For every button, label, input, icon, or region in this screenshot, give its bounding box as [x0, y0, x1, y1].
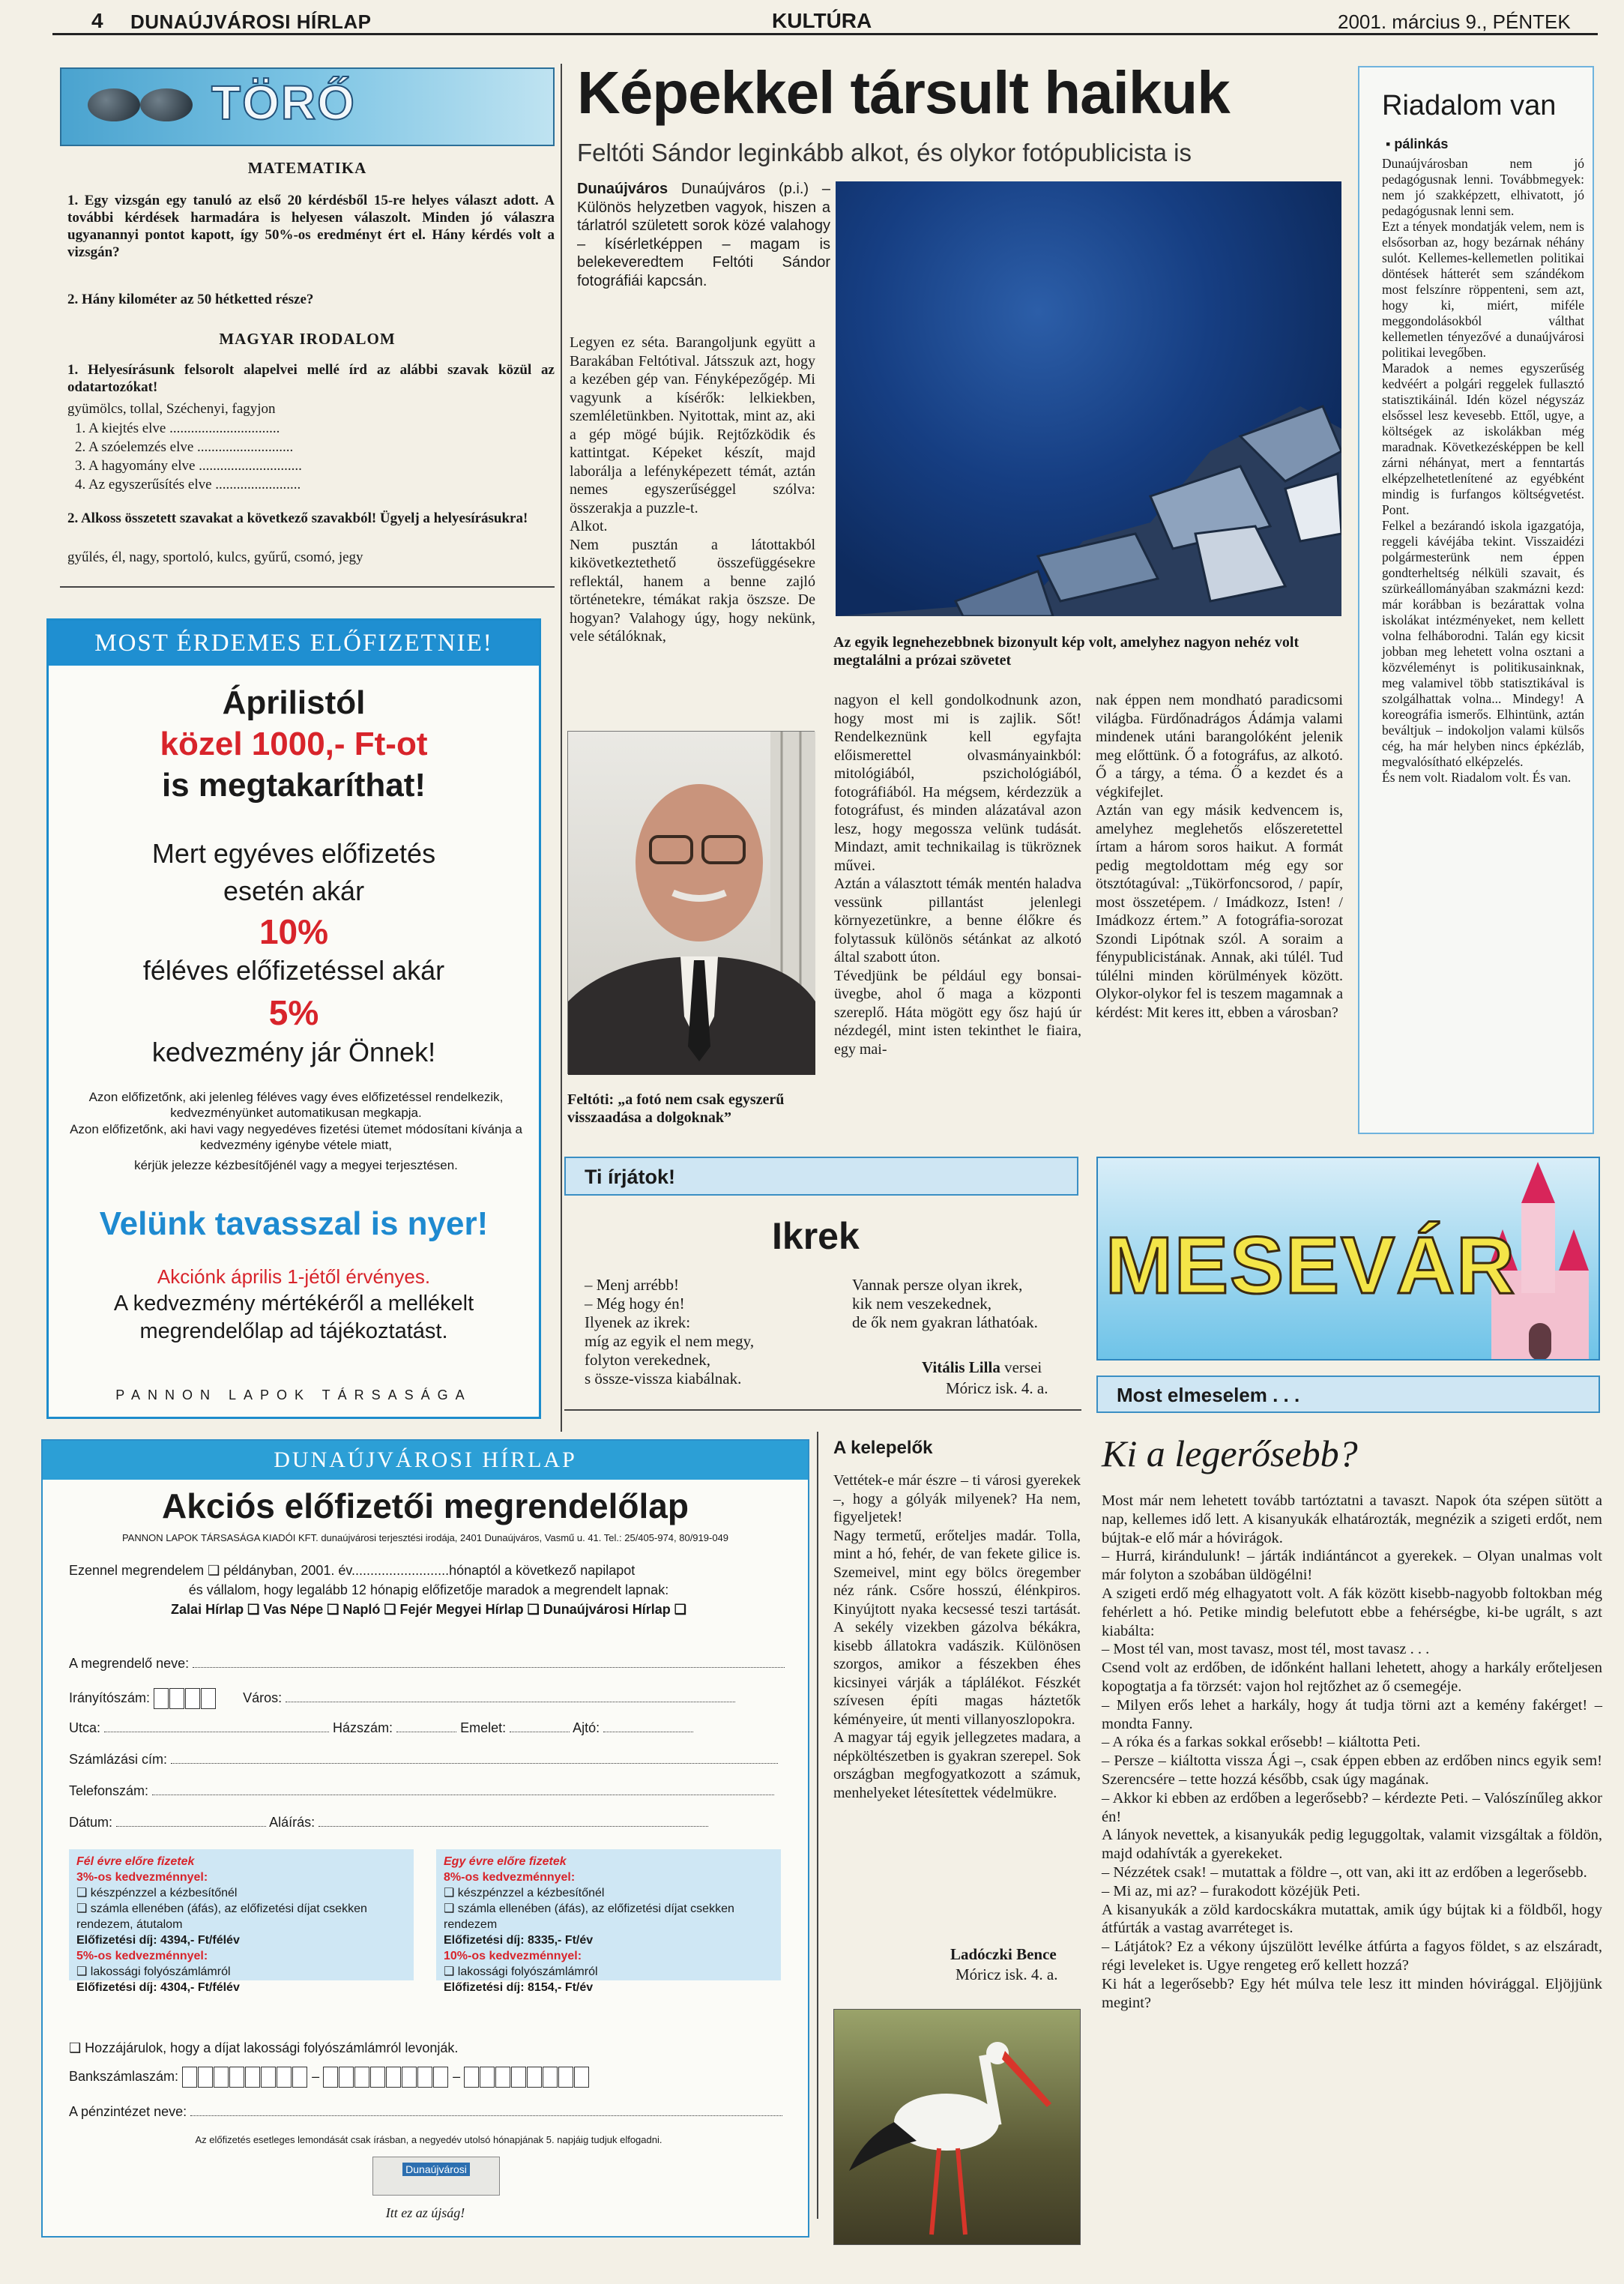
form-bank-name-row	[69, 2104, 788, 2120]
zip-field[interactable]	[154, 1690, 217, 1705]
form-bill-row	[69, 1752, 788, 1768]
door-label: Ajtó:	[573, 1720, 600, 1735]
literature-heading: MAGYAR IRODALOM	[219, 330, 396, 348]
bank-name-label: A pénzintézet neve:	[69, 2104, 187, 2119]
bank-name-field[interactable]	[190, 2115, 782, 2116]
divider	[60, 586, 555, 588]
stone-icon	[140, 88, 193, 121]
bill-field[interactable]	[171, 1763, 778, 1764]
water-photo-stones	[836, 181, 1341, 616]
half-year-fee-1: Előfizetési díj: 4394,- Ft/félév	[76, 1934, 240, 1947]
poem-left: – Menj arrébb! – Még hogy én! Ilyenek az ikrek: míg az egyik el nem megy, folyton verekednek, s össze-vissza kiabálnak.	[585, 1276, 755, 1387]
stamp-label: Dunaújvárosi	[402, 2163, 470, 2176]
date-field[interactable]	[116, 1826, 266, 1827]
ad-small-1: Azon előfizetőnk, aki jelenleg féléves vagy éves előfizetéssel rendelkezik, kedvezményünket automatikusan megkapja.	[88, 1090, 504, 1120]
column-rule	[817, 1432, 818, 2219]
form-title: Akciós előfizetői megrendelőlap	[162, 1486, 689, 1525]
riadalom-box	[1358, 66, 1594, 1134]
article-subtitle: Feltóti Sándor leginkább alkot, és olykor fotópublicista is	[577, 139, 1192, 166]
mesevar-section-bar	[1096, 1375, 1600, 1413]
full-year-fee-2: Előfizetési díj: 8154,- Ft/év	[444, 1981, 594, 1994]
math-heading: MATEMATIKA	[247, 159, 367, 177]
zip-label: Irányítószám:	[69, 1690, 151, 1705]
portrait-caption: Feltóti: „a fotó nem csak egyszerű visszaadása a dolgoknak”	[567, 1091, 785, 1126]
ad-info-2: megrendelőlap ad tájékoztatást.	[139, 1319, 448, 1343]
form-address-row	[69, 1720, 788, 1736]
full-year-option-3[interactable]: ❑ lakossági folyószámlámról	[444, 1965, 598, 1978]
ad-banner: MOST ÉRDEMES ELŐFIZETNIE!	[49, 621, 539, 666]
half-year-fee-2: Előfizetési díj: 4304,- Ft/félév	[76, 1981, 240, 1994]
full-year-fee-1: Előfizetési díj: 8335,- Ft/év	[444, 1934, 594, 1947]
form-zip-row	[69, 1688, 788, 1709]
kelepelok-school: Móricz isk. 4. a.	[956, 1965, 1058, 1983]
ad-line-3: is megtakaríthat!	[161, 767, 426, 804]
form-papers[interactable]: Zalai Hírlap ❑ Vas Népe ❑ Napló ❑ Fejér Megyei Hírlap ❑ Dunaújvárosi Hírlap ❑	[171, 1602, 686, 1617]
math-question-2: 2. Hány kilométer az 50 hétketted része?	[67, 292, 314, 307]
kelepelok-author: Ladóczki Bence	[950, 1945, 1057, 1963]
poem-title: Ikrek	[772, 1215, 860, 1257]
photo-caption: Az egyik legnehezebbnek bizonyult kép volt, amelyhez nagyon nehéz volt megtalálni a prózai szövetet	[833, 634, 1299, 669]
form-order-line-1: Ezennel megrendelem ❑ példányban, 2001. év..........................hónaptól a következő napilapot	[69, 1563, 636, 1578]
riadalom-body: Dunaújvárosban nem jó pedagógusnak lenni. Továbbmegyek: nem jó szakképzett, elhivatott, jó pedagógusnak lenni sem. Ezt a tények mondatják velem, nem is elsősorban az, hogy bezárnak néhány sulót. Kellemes-kellemetlen politikai döntések hátterét sem szándékom most felszínre röppenteni, sem azt, hogy ki, miért, miféle meggondolásokból válthat kellemetlen tényezővé a dunaújvárosi politikai levegőben. Maradok a nemes egyszerűség kedvéért a polgári reggelek fullasztó statisztikáinál. Idén közel négyszáz elsőssel lesz kevesebb. Ettől, ugye, a költségek az iskolákban még maradnak. Következésképpen be kell zárni néhányat, mert a fenntartás elképzelhetetlenítené az egyébként mindig is furfangos költségvetést. Pont. Felkel a bezárandó iskola igazgatója, reggeli kávéjába tekint. Visszaidézi polgármesterünk nem éppen gondterheltség nélküli szavait, és szürkeállományában szakmázni kezd: már korábban is bezárattak volna iskolákat intézményeket, nem kellett volna felháborodni. Talán egy kicsit jobban meg lehetett volna osztani a közvéleményt is politikusainknak, meg valamivel több statisztikával is szolgálhattak volna... Mindegy! A koreográfia ismerős. Elhintünk, aztán beváltjuk – indokoljon valami külsős cég, ha már helyben nincs épkézláb, megvalósítható elképzelés. És nem volt. Riadalom volt. És van.	[1382, 156, 1584, 785]
name-label: A megrendelő neve:	[69, 1656, 190, 1671]
ad-line-6: féléves előfizetéssel akár	[142, 955, 445, 986]
header-rule	[52, 33, 1598, 35]
form-date-row	[69, 1815, 788, 1830]
half-year-option-2[interactable]: ❑ számla ellenében (áfás), az előfizetési díjat csekken rendezem, átutalom	[76, 1902, 367, 1931]
mesevar-section-label: Most elmeselem . . .	[1117, 1384, 1300, 1406]
ad-small-3: kérjük jelezze kézbesítőjénél vagy a megyei terjesztésen.	[134, 1158, 458, 1172]
literature-item: 3. A hagyomány elve .............................	[75, 458, 302, 474]
order-form	[41, 1439, 809, 2238]
ad-line-2: közel 1000,- Ft-ot	[160, 726, 428, 762]
full-year-option-2[interactable]: ❑ számla ellenében (áfás), az előfizetési díjat csekken rendezem	[444, 1902, 734, 1931]
bank-label: Bankszámlaszám:	[69, 2068, 179, 2084]
article-column-1: Legyen ez séta. Barangoljunk együtt a Barakában Feltótival. Játsszuk azt, hogy a kezében gép van. Fényképezőgép. Mi vagyunk a kísérők: lelkiekben, szemléletünkben. Nyitottak, mint az, aki a gép mögé bújik. Rejtőzködik és kattintgat. Képeket készít, majd laborálja a lefényképezett témát, aztán nemes egyszerűséggel szólva: összerakja a puzzle-t. Alkot. Nem pusztán a látottakból kikövetkeztethető összefüggésekre reflektál, hanem a benne zajló történetekre, témákat rakja öszsze. De hogyan? Valahogy úgy, hogy nekünk, vele sétálóknak,	[570, 334, 815, 645]
math-question-1: 1. Egy vizsgán egy tanuló az első 20 kérdésből 15-re helyes választ adott. A további kérdések harmadára is helyesen válaszolt. Minden jó válaszra ugyanannyi pontot kapott, így 50%-os eredményt ért el. Hány kérdés volt a vizsgán?	[67, 193, 555, 260]
form-banner: DUNAÚJVÁROSI HÍRLAP	[43, 1441, 808, 1480]
stork-photo	[833, 2009, 1081, 2245]
sign-label: Aláírás:	[269, 1815, 316, 1830]
kelepelok-body: Vettétek-e már észre – ti városi gyerekek –, hogy a gólyák milyenek? Ha nem, figyeljetek! Nagy termetű, erőteljes madár. Tolla, mint a hó, fehér, de van fekete gilice is. Szemeivel, mint egy bölcs öregember néz ránk. Csőre hosszú, élénkpiros. Kinyújtott nyaka kecsessé teszi tartását. A sekély vizekben gázolva békákra, kisebb állatokra vadászik. Különösen szorgos, amikor a fészekben éhes kicsinyei várják a táplálékot. Fészkét szívesen építi magas háztetők kéményeire, út menti villanyoszlopokra. A magyar táj egyik jellegzetes madara, a népköltészetben is gyakran szerepel. Sok országban megfogyatkozott a számuk, menhelyeket létesítettek védelmükre.	[833, 1472, 1081, 1801]
issue-date: 2001. március 9., PÉNTEK	[1338, 10, 1571, 33]
paper-name: DUNAÚJVÁROSI HÍRLAP	[130, 10, 372, 33]
ad-line-5: esetén akár	[223, 876, 365, 906]
full-year-option-1[interactable]: ❑ készpénzzel a kézbesítőnél	[444, 1887, 605, 1899]
literature-item: 1. A kiejtés elve ...............................	[75, 421, 280, 436]
riadalom-byline: ▪ pálinkás	[1386, 136, 1449, 151]
full-year-discount-1: 8%-os kedvezménnyel:	[444, 1871, 576, 1884]
stone-icon	[88, 88, 140, 121]
form-company: PANNON LAPOK TÁRSASÁGA KIADÓI KFT. dunaújvárosi terjesztési irodája, 2401 Dunaújváros, Vasmű u. 41. Tel.: 25/405-974, 80/919-049	[121, 1532, 729, 1543]
street-label: Utca:	[69, 1720, 101, 1735]
page-header	[82, 6, 1596, 34]
ad-info-1: A kedvezmény mértékéről a mellékelt	[113, 1292, 474, 1316]
poem-author: Vitális Lilla	[922, 1358, 1000, 1376]
floor-label: Emelet:	[460, 1720, 507, 1735]
half-year-option-1[interactable]: ❑ készpénzzel a kézbesítőnél	[76, 1887, 238, 1899]
form-consent[interactable]: ❑ Hozzájárulok, hogy a díjat lakossági folyószámlámról levonják.	[69, 2040, 459, 2055]
riadalom-title: Riadalom van	[1382, 90, 1557, 121]
ad-small-2: Azon előfizetőnk, aki havi vagy negyedéves fizetési ütemet módosítani kívánja a kedvezmény igénybe vétele miatt,	[70, 1122, 522, 1152]
poem-right: Vannak persze olyan ikrek, kik nem veszekednek, de ők nem gyakran láthatóak.	[852, 1276, 1038, 1331]
ad-line-7: kedvezmény jár Önnek!	[151, 1037, 436, 1067]
ad-line-1: Áprilistól	[222, 684, 366, 721]
form-name-row	[69, 1656, 788, 1672]
form-footer: Itt ez az újság!	[385, 2205, 465, 2220]
sign-field[interactable]	[319, 1826, 708, 1827]
water-photo	[836, 181, 1341, 616]
kelepelok-title: A kelepelők	[833, 1438, 933, 1458]
section-name: KULTÚRA	[772, 9, 872, 32]
literature-q2-words: gyűlés, él, nagy, sportoló, kulcs, gyűrű, csomó, jegy	[67, 549, 363, 565]
mesevar-banner	[1096, 1157, 1600, 1361]
page-number: 4	[91, 9, 103, 32]
phone-label: Telefonszám:	[69, 1783, 149, 1798]
subscription-ad	[46, 618, 541, 1419]
full-year-heading: Egy évre előre fizetek	[444, 1855, 567, 1868]
half-year-option-3[interactable]: ❑ lakossági folyószámlámról	[76, 1965, 231, 1978]
mesevar-logo: MESEVÁR	[1105, 1220, 1517, 1310]
article-column-3: nak éppen nem mondható paradicsomi világba. Fürdőnadrágos Ádámja valami mindenek utáni barangolóként jelenik meg előttünk. Ő a fotográfus, az alkotó. Ő a tárgy, a téma. Ő a kezdet és a végkifejlet. Aztán van egy másik kedvencem is, amelyhez meglehetős előszeretettel írtam a három soros haikut. A formát pedig megtoldottam még egy sor ötsztótagúval: „Tükörfoncsorod, / papír, most összetépem. / Imádkozz, Isten! / Imádkozz értem.” A fotográfia-sorozat Szondi Lipótnak szól. A soraim a fénypublicistának. Annak, aki túlél. Tud túlélni minden körülmények között. Olykor-olykor fel is teszem magamnak a kérdést: Mit keres itt, ebben a városban?	[1096, 692, 1343, 1021]
half-year-box	[69, 1849, 414, 1994]
house-label: Házszám:	[333, 1720, 393, 1735]
portrait-figure	[568, 732, 815, 1075]
half-year-heading: Fél évre előre fizetek	[76, 1855, 195, 1868]
half-year-discount-1: 3%-os kedvezménnyel:	[76, 1871, 208, 1884]
ad-line-4: Mert egyéves előfizetés	[151, 838, 436, 869]
ad-publisher: PANNON LAPOK TÁRSASÁGA	[115, 1387, 472, 1402]
ad-percent-1: 10%	[259, 912, 329, 951]
article-column-2: nagyon el kell gondolkodnunk azon, hogy most mi is zajlik. Sőt! Rendelkeznünk kell egyfajta előismerettel olvasmányainkból: mitológiából, pszichológiából, fotográfiából. Ha mégsem, kérdezzük a fotográfust, és minden alázatával azon lesz, hogy megossza velünk tudását. Mindazt, amit technikailag is tükröznek művei. Aztán a választott témák mentén haladva vessünk pillantást jelenlegi környezetünkre, a benne élőkre és folytassuk különös sétánkat az alkotó által szabott úton. Tévedjünk be például egy bonsai-üvegbe, ahol ő maga a központi szereplő. Háta mögött egy ősz hajú úr nézdegél, mint isten tekinthet le fiaira, egy mai-	[834, 692, 1081, 1058]
column-rule	[561, 64, 562, 1432]
full-year-box	[436, 1849, 781, 1994]
article-lead: Dunaújváros Dunaújváros (p.i.) – Különös helyzetben vagyok, hiszen a tárlatról született sorok közé valahogy – kísérletképpen – magam is belekeveredtem Feltóti Sándor fotográfiái kapcsán.	[577, 181, 830, 289]
half-year-discount-2: 5%-os kedvezménnyel:	[76, 1950, 208, 1962]
article-lead-text: Dunaújváros (p.i.) – Különös helyzetben vagyok, hiszen a tárlatról született sorok közé valahogy – kísérletképpen – magam is belekeveredtem Feltóti Sándor fotográfiái kapcsán.	[577, 181, 830, 289]
name-field[interactable]	[193, 1667, 785, 1668]
story-title: Ki a legerősebb?	[1102, 1432, 1358, 1474]
form-note: Az előfizetés esetleges lemondását csak írásban, a negyedév utolsó hónapjának 5. napjáig tudjuk elfogadni.	[195, 2134, 662, 2145]
ad-slogan: Velünk tavasszal is nyer!	[99, 1205, 489, 1242]
poem-author-suffix: versei	[1004, 1358, 1042, 1376]
form-phone-row	[69, 1783, 788, 1799]
bank-field[interactable]: – –	[182, 2069, 590, 2084]
ti-irjatok-label: Ti írjátok!	[585, 1166, 676, 1188]
article-title: Képekkel társult haikuk	[577, 59, 1230, 126]
divider	[564, 1409, 1081, 1411]
literature-question-2: 2. Alkoss összetett szavakat a következő szavakból! Ügyelj a helyesírásukra!	[67, 510, 528, 526]
date-label: Dátum:	[69, 1815, 113, 1830]
toro-banner	[60, 67, 555, 146]
form-bank-row	[69, 2067, 788, 2088]
stork-icon	[834, 2010, 1081, 2246]
toro-logo: TÖRŐ	[211, 76, 356, 130]
city-label: Város:	[243, 1690, 283, 1705]
full-year-discount-2: 10%-os kedvezménnyel:	[444, 1950, 582, 1962]
literature-item: 2. A szóelemzés elve ...........................	[75, 439, 294, 455]
ad-action: Akciónk április 1-jétől érvényes.	[157, 1265, 431, 1288]
literature-item: 4. Az egyszerűsítés elve ........................	[75, 477, 301, 492]
portrait-photo	[567, 731, 815, 1074]
poem-school: Móricz isk. 4. a.	[946, 1379, 1048, 1397]
ad-percent-2: 5%	[268, 993, 319, 1032]
poem-author-line	[922, 1358, 1042, 1377]
form-order-line-2: és vállalom, hogy legalább 12 hónapig előfizetője maradok a megrendelt lapnak:	[188, 1582, 669, 1597]
ti-irjatok-bar	[564, 1157, 1078, 1196]
story-body: Most már nem lehetett tovább tartóztatni a tavaszt. Napok óta szépen sütött a nap, kellemes idő lett. A kisanyukák elhatározták, megnézik a szigeti erdőt, nem bújtak-e elő már a hóvirágok. – Hurrá, kirándulunk! – járták indiántáncot a gyerekek. – Olyan unalmas volt már folyton a szobában üldögélni! A szigeti erdő még elhagyatott volt. A fák között kisebb-nagyobb foltokban még fehérlett a hó. Petike mindig belefutott ebbe a fehérségbe, ki-be ugrált, s azt kiabálta: – Most tél van, most tavasz, most tél, most tavasz . . . Csend volt az erdőben, de időnként hallani lehetett, ahogy a harkály erőteljesen kopogtatja a fa törzsét: vajon hol rejtőzhet az ő csemegéje. – Milyen erős lehet a harkály, hogy át tudja törni azt a kemény fakérget! – mondta Fanny. – A róka és a farkas sokkal erősebb! – kiáltotta Peti. – Persze – kiáltotta vissza Ági –, csak éppen ebben az erdőben nincs egyik sem! Szerencsére – tette hozzá később, csak úgy magának. – Akkor ki ebben az erdőben a legerősebb? – kérdezte Peti. – Valószínűleg akkor én! A lányok nevettek, a kisanyukák pedig leguggoltak, valamit vizsgáltak a földön, majd odahívták a gyerekeket. – Nézzétek csak! – mutattak a földre –, ott van, aki itt az erdőben a legerősebb. – Mi az, mi az? – furakodott közéjük Peti. A kisanyukák a zöld kardocskákra mutattak, amik úgy bújtak ki a földből, hogy átfúrták a vastag avarréteget is. – Látjátok? Ez a vékony újszülött levélke átfúrta a fagyos földet, s az elszáradt, régi leveleket is. Ugye rengeteg erő kellett hozzá? Ki hát a legerősebb? Egy hét múlva tele lesz itt minden hóvirággal. Eljöjjünk megint?	[1102, 1492, 1602, 2011]
literature-words: gyümölcs, tollal, Széchenyi, fagyjon	[67, 401, 276, 417]
newspaper-stamp	[372, 2157, 500, 2196]
bill-label: Számlázási cím:	[69, 1752, 168, 1767]
literature-question-1: 1. Helyesírásunk felsorolt alapelvei mellé írd az alábbi szavak közül az odatartozókat!	[67, 362, 555, 395]
